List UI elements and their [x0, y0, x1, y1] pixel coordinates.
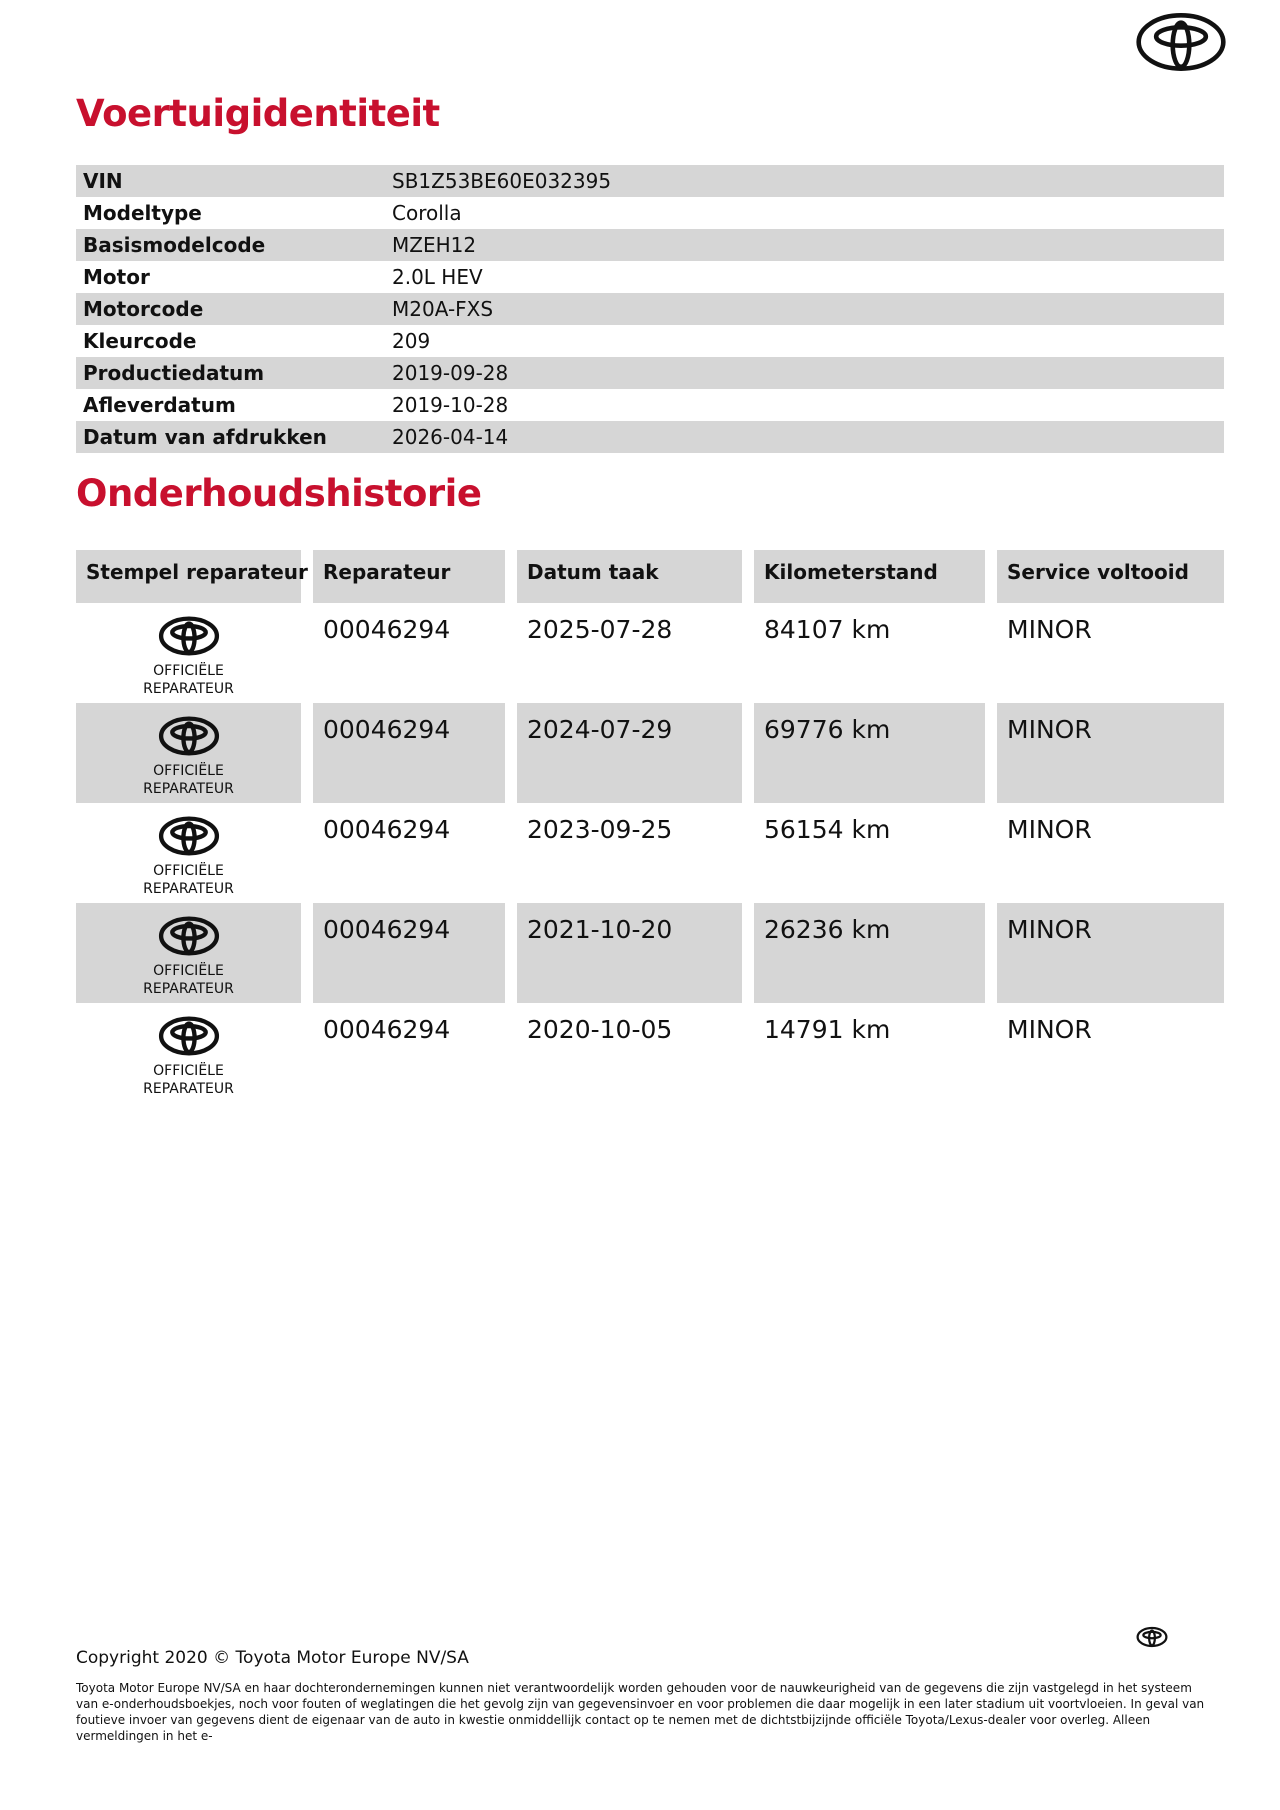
stamp-label [143, 1062, 234, 1098]
identity-value: 2019-10-28 [392, 393, 509, 417]
identity-value: Corolla [392, 201, 462, 225]
stamp-line: REPARATEUR [143, 681, 234, 697]
identity-value: 2019-09-28 [392, 361, 509, 385]
toyota-logo-icon [158, 915, 220, 957]
toyota-logo-icon [1135, 0, 1227, 88]
date-cell: 2023-09-25 [527, 815, 673, 844]
maintenance-history-title: Onderhoudshistorie [76, 472, 482, 515]
table-row [76, 803, 1224, 903]
stamp-label [143, 662, 234, 698]
identity-row [76, 421, 1224, 453]
repairer-stamp [76, 1003, 301, 1103]
repairer-stamp [76, 803, 301, 903]
date-cell: 2024-07-29 [517, 703, 742, 803]
table-row [76, 703, 1224, 803]
date-cell: 2025-07-28 [527, 615, 673, 644]
identity-label: Productiedatum [83, 361, 265, 385]
table-row [76, 903, 1224, 1003]
identity-label: Datum van afdrukken [83, 425, 327, 449]
stamp-line: OFFICIËLE [153, 663, 224, 679]
repairer-stamp [76, 603, 301, 703]
identity-label: Afleverdatum [83, 393, 236, 417]
copyright: Copyright 2020 © Toyota Motor Europe NV/SA [76, 1648, 469, 1668]
identity-label: Kleurcode [83, 329, 197, 353]
service-cell: MINOR [997, 903, 1224, 1003]
column-header-service: Service voltooid [997, 550, 1224, 603]
repairer-cell: 00046294 [323, 815, 451, 844]
service-cell: MINOR [1007, 1015, 1092, 1044]
stamp-line: OFFICIËLE [153, 1063, 224, 1079]
table-row [76, 603, 1224, 703]
identity-value: 209 [392, 329, 431, 353]
disclaimer: Toyota Motor Europe NV/SA en haar dochterondernemingen kunnen niet verantwoordelijk worden gehouden voor de nauwkeurigheid van de gegevens die zijn vastgelegd in het systeem van e-onderhoudsboekjes, noch voor fouten of weglatingen die het gevolg zijn van gegevensinvoer en voor problemen die daar mogelijk in een later stadium uit voortvloeien. In geval van foutieve invoer van gegevens dient de eigenaar van de auto in kwestie onmiddellijk contact op te nemen met de dichtstbijzijnde officiële Toyota/Lexus-dealer voor overleg. Alleen vermeldingen in het e- [76, 1681, 1205, 1743]
stamp-line: REPARATEUR [143, 1081, 234, 1097]
mileage-cell: 14791 km [764, 1015, 891, 1044]
mileage-cell: 56154 km [764, 815, 891, 844]
repairer-stamp [76, 703, 301, 803]
table-header [76, 550, 1224, 603]
vehicle-identity-table [76, 165, 1224, 453]
toyota-logo-icon [158, 715, 220, 757]
stamp-line: REPARATEUR [143, 781, 234, 797]
stamp-line: OFFICIËLE [153, 863, 224, 879]
stamp-label [143, 962, 234, 998]
table-row [76, 1003, 1224, 1103]
repairer-stamp [76, 903, 301, 1003]
stamp-line: REPARATEUR [143, 881, 234, 897]
identity-label: Motor [83, 265, 150, 289]
repairer-cell: 00046294 [323, 1015, 451, 1044]
identity-row [76, 229, 1224, 261]
mileage-cell: 84107 km [764, 615, 891, 644]
stamp-line: OFFICIËLE [153, 963, 224, 979]
column-header-date: Datum taak [517, 550, 742, 603]
repairer-cell: 00046294 [313, 903, 505, 1003]
identity-label: Motorcode [83, 297, 204, 321]
repairer-cell: 00046294 [313, 703, 505, 803]
toyota-logo-icon [158, 615, 220, 657]
identity-label: VIN [83, 169, 123, 193]
date-cell: 2021-10-20 [517, 903, 742, 1003]
stamp-label [143, 762, 234, 798]
identity-row [76, 357, 1224, 389]
service-cell: MINOR [1007, 815, 1092, 844]
toyota-logo-icon [158, 1015, 220, 1057]
service-cell: MINOR [997, 703, 1224, 803]
toyota-logo-icon [158, 815, 220, 857]
maintenance-history-table [76, 550, 1224, 1103]
identity-value: M20A-FXS [392, 297, 494, 321]
stamp-line: OFFICIËLE [153, 763, 224, 779]
column-header-repairer: Reparateur [313, 550, 505, 603]
vehicle-identity-title: Voertuigidentiteit [76, 92, 440, 135]
toyota-logo-icon [1136, 1626, 1168, 1648]
identity-row [76, 389, 1224, 421]
date-cell: 2020-10-05 [527, 1015, 673, 1044]
service-cell: MINOR [1007, 615, 1092, 644]
identity-value: SB1Z53BE60E032395 [392, 169, 612, 193]
repairer-cell: 00046294 [323, 615, 451, 644]
identity-row [76, 197, 1224, 229]
column-header-mileage: Kilometerstand [754, 550, 985, 603]
column-header-stamp: Stempel reparateur [76, 550, 301, 603]
identity-row [76, 293, 1224, 325]
identity-label: Modeltype [83, 201, 202, 225]
identity-value: 2026-04-14 [392, 425, 509, 449]
identity-value: MZEH12 [392, 233, 477, 257]
mileage-cell: 26236 km [754, 903, 985, 1003]
toyota-logo-icon [1135, 18, 1227, 88]
identity-row [76, 261, 1224, 293]
identity-row [76, 165, 1224, 197]
identity-value: 2.0L HEV [392, 265, 483, 289]
identity-label: Basismodelcode [83, 233, 266, 257]
identity-row [76, 325, 1224, 357]
stamp-label [143, 862, 234, 898]
mileage-cell: 69776 km [754, 703, 985, 803]
stamp-line: REPARATEUR [143, 981, 234, 997]
